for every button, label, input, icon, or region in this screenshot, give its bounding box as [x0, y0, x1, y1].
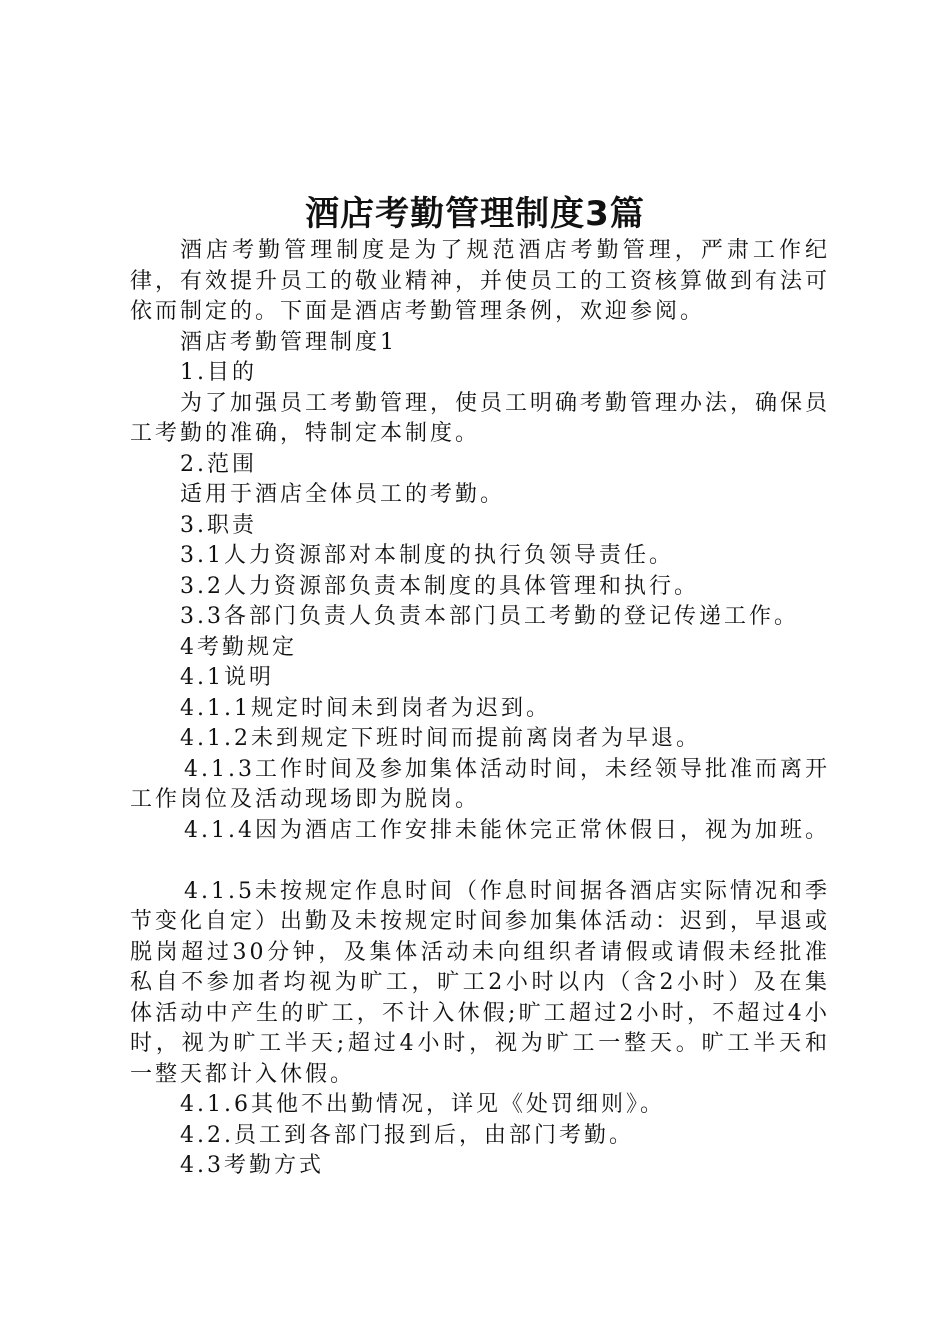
- list-item: 4.1.3工作时间及参加集体活动时间，未经领导批准而离开工作岗位及活动现场即为脱岗。: [130, 756, 830, 812]
- paragraph: 为了加强员工考勤管理，使员工明确考勤管理办法，确保员工考勤的准确，特制定本制度。: [130, 390, 831, 446]
- intro-paragraph: 酒店考勤管理制度是为了规范酒店考勤管理，严肃工作纪律，有效提升员工的敬业精神，并使员工的工资核算做到有法可依而制定的。下面是酒店考勤管理条例，欢迎参阅。: [130, 238, 831, 324]
- section-heading: 4考勤规定: [180, 634, 297, 660]
- list-item: 4.1.1规定时间未到岗者为迟到。: [180, 695, 551, 721]
- list-item: 4.2.员工到各部门报到后，由部门考勤。: [180, 1122, 634, 1148]
- document-title: 酒店考勤管理制度3篇: [305, 194, 645, 234]
- list-item: 3.2人力资源部负责本制度的具体管理和执行。: [180, 573, 699, 599]
- list-item: 3.1人力资源部对本制度的执行负领导责任。: [180, 543, 674, 568]
- section-heading: 3.职责: [180, 512, 257, 538]
- list-item: 4.1.6其他不出勤情况，详见《处罚细则》。: [180, 1092, 665, 1117]
- list-item: 4.1.2未到规定下班时间而提前离岗者为早退。: [180, 726, 701, 751]
- section-heading: 1.目的: [180, 360, 257, 385]
- section-heading: 4.3考勤方式: [180, 1153, 324, 1178]
- list-item: 4.1.5未按规定作息时间（作息时间据各酒店实际情况和季节变化自定）出勤及未按规定时间参加集体活动：迟到，早退或脱岗超过30分钟，及集体活动未向组织者请假或请假未经批准私自不参加者均视为旷工，旷工2小时以内（含2小时）及在集体活动中产生的旷工，不计入休假;旷工超过2小时，不超过4小时，视为旷工半天;超过4小时，视为旷工一整天。旷工半天和一整天都计入休假。: [130, 878, 831, 1087]
- section-heading: 酒店考勤管理制度1: [180, 329, 397, 355]
- section-heading: 2.范围: [180, 451, 257, 477]
- document-body: [130, 236, 830, 1182]
- paragraph: 适用于酒店全体员工的考勤。: [180, 482, 506, 507]
- list-item: 4.1.4因为酒店工作安排未能休完正常休假日，视为加班。: [184, 817, 830, 843]
- list-item: 3.3各部门负责人负责本部门员工考勤的登记传递工作。: [180, 604, 799, 629]
- section-heading: 4.1说明: [180, 665, 274, 690]
- blank-line: [130, 846, 830, 877]
